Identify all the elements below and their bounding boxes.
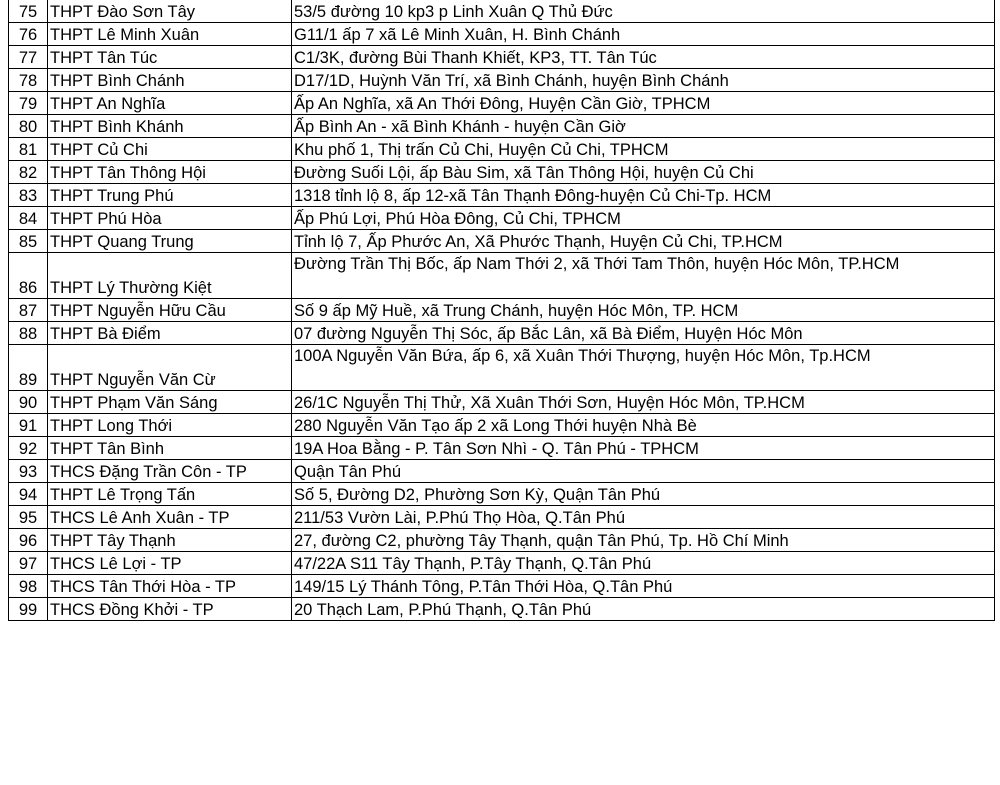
table-row (9, 414, 995, 437)
row-number: 82 (9, 161, 48, 184)
row-number: 85 (9, 230, 48, 253)
school-address: Quận Tân Phú (292, 460, 995, 483)
table-row (9, 230, 995, 253)
row-number: 75 (9, 0, 48, 23)
school-address: 1318 tỉnh lộ 8, ấp 12-xã Tân Thạnh Đông-huyện Củ Chi-Tp. HCM (292, 184, 995, 207)
table-row (9, 69, 995, 92)
school-name: THPT Bình Chánh (48, 69, 292, 92)
table-row (9, 0, 995, 23)
school-name: THPT Tân Túc (48, 46, 292, 69)
row-number: 89 (9, 345, 48, 391)
school-address: Số 9 ấp Mỹ Huề, xã Trung Chánh, huyện Hóc Môn, TP. HCM (292, 299, 995, 322)
school-address: G11/1 ấp 7 xã Lê Minh Xuân, H. Bình Chánh (292, 23, 995, 46)
row-number: 87 (9, 299, 48, 322)
school-name: THPT Nguyễn Văn Cừ (48, 345, 292, 391)
row-number: 94 (9, 483, 48, 506)
table-row (9, 23, 995, 46)
school-address: 20 Thạch Lam, P.Phú Thạnh, Q.Tân Phú (292, 598, 995, 621)
school-address: 07 đường Nguyễn Thị Sóc, ấp Bắc Lân, xã Bà Điểm, Huyện Hóc Môn (292, 322, 995, 345)
table-row (9, 299, 995, 322)
row-number: 79 (9, 92, 48, 115)
school-name: THCS Lê Lợi - TP (48, 552, 292, 575)
school-address: 149/15 Lý Thánh Tông, P.Tân Thới Hòa, Q.Tân Phú (292, 575, 995, 598)
table-row (9, 184, 995, 207)
school-name: THPT Phú Hòa (48, 207, 292, 230)
school-name: THCS Tân Thới Hòa - TP (48, 575, 292, 598)
school-table (8, 0, 995, 621)
table-row (9, 575, 995, 598)
school-address: 26/1C Nguyễn Thị Thử, Xã Xuân Thới Sơn, Huyện Hóc Môn, TP.HCM (292, 391, 995, 414)
row-number: 86 (9, 253, 48, 299)
school-name: THPT Tân Bình (48, 437, 292, 460)
school-address: C1/3K, đường Bùi Thanh Khiết, KP3, TT. Tân Túc (292, 46, 995, 69)
school-address: Số 5, Đường D2, Phường Sơn Kỳ, Quận Tân Phú (292, 483, 995, 506)
school-name: THPT Quang Trung (48, 230, 292, 253)
row-number: 93 (9, 460, 48, 483)
school-address: 280 Nguyễn Văn Tạo ấp 2 xã Long Thới huyện Nhà Bè (292, 414, 995, 437)
table-row (9, 138, 995, 161)
school-name: THPT Bình Khánh (48, 115, 292, 138)
school-name: THPT Củ Chi (48, 138, 292, 161)
table-row (9, 115, 995, 138)
school-name: THPT Phạm Văn Sáng (48, 391, 292, 414)
school-address-sheet (8, 0, 995, 621)
row-number: 80 (9, 115, 48, 138)
school-address: Khu phố 1, Thị trấn Củ Chi, Huyện Củ Chi, TPHCM (292, 138, 995, 161)
school-name: THCS Lê Anh Xuân - TP (48, 506, 292, 529)
row-number: 99 (9, 598, 48, 621)
row-number: 84 (9, 207, 48, 230)
school-name: THPT Tân Thông Hội (48, 161, 292, 184)
table-row (9, 92, 995, 115)
school-address: Ấp An Nghĩa, xã An Thới Đông, Huyện Cần Giờ, TPHCM (292, 92, 995, 115)
table-row (9, 345, 995, 391)
row-number: 90 (9, 391, 48, 414)
school-name: THPT Bà Điểm (48, 322, 292, 345)
table-row (9, 391, 995, 414)
school-address: Đường Suối Lội, ấp Bàu Sim, xã Tân Thông Hội, huyện Củ Chi (292, 161, 995, 184)
school-name: THPT Tây Thạnh (48, 529, 292, 552)
school-name: THCS Đặng Trần Côn - TP (48, 460, 292, 483)
school-address: 53/5 đường 10 kp3 p Linh Xuân Q Thủ Đức (292, 0, 995, 23)
school-name: THPT An Nghĩa (48, 92, 292, 115)
school-name: THPT Lý Thường Kiệt (48, 253, 292, 299)
school-name: THCS Đồng Khởi - TP (48, 598, 292, 621)
school-name: THPT Trung Phú (48, 184, 292, 207)
school-address: 47/22A S11 Tây Thạnh, P.Tây Thạnh, Q.Tân Phú (292, 552, 995, 575)
table-row (9, 437, 995, 460)
table-row (9, 322, 995, 345)
school-address: Tỉnh lộ 7, Ấp Phước An, Xã Phước Thạnh, Huyện Củ Chi, TP.HCM (292, 230, 995, 253)
school-address: D17/1D, Huỳnh Văn Trí, xã Bình Chánh, huyện Bình Chánh (292, 69, 995, 92)
table-row (9, 46, 995, 69)
row-number: 95 (9, 506, 48, 529)
row-number: 83 (9, 184, 48, 207)
table-row (9, 460, 995, 483)
table-row (9, 161, 995, 184)
row-number: 91 (9, 414, 48, 437)
school-name: THPT Lê Minh Xuân (48, 23, 292, 46)
row-number: 88 (9, 322, 48, 345)
school-address: Đường Trần Thị Bốc, ấp Nam Thới 2, xã Thới Tam Thôn, huyện Hóc Môn, TP.HCM (292, 253, 995, 299)
table-row (9, 253, 995, 299)
row-number: 78 (9, 69, 48, 92)
row-number: 97 (9, 552, 48, 575)
table-row (9, 506, 995, 529)
school-address: 27, đường C2, phường Tây Thạnh, quận Tân Phú, Tp. Hồ Chí Minh (292, 529, 995, 552)
table-row (9, 483, 995, 506)
row-number: 81 (9, 138, 48, 161)
table-row (9, 598, 995, 621)
school-name: THPT Đào Sơn Tây (48, 0, 292, 23)
row-number: 92 (9, 437, 48, 460)
school-name: THPT Lê Trọng Tấn (48, 483, 292, 506)
table-row (9, 552, 995, 575)
row-number: 77 (9, 46, 48, 69)
row-number: 76 (9, 23, 48, 46)
row-number: 98 (9, 575, 48, 598)
school-address: 19A Hoa Bằng - P. Tân Sơn Nhì - Q. Tân Phú - TPHCM (292, 437, 995, 460)
school-address: 211/53 Vườn Lài, P.Phú Thọ Hòa, Q.Tân Phú (292, 506, 995, 529)
table-row (9, 529, 995, 552)
row-number: 96 (9, 529, 48, 552)
table-body (9, 0, 995, 621)
school-address: Ấp Bình An - xã Bình Khánh - huyện Cần Giờ (292, 115, 995, 138)
school-address: Ấp Phú Lợi, Phú Hòa Đông, Củ Chi, TPHCM (292, 207, 995, 230)
school-address: 100A Nguyễn Văn Bứa, ấp 6, xã Xuân Thới Thượng, huyện Hóc Môn, Tp.HCM (292, 345, 995, 391)
school-name: THPT Long Thới (48, 414, 292, 437)
school-name: THPT Nguyễn Hữu Cầu (48, 299, 292, 322)
table-row (9, 207, 995, 230)
